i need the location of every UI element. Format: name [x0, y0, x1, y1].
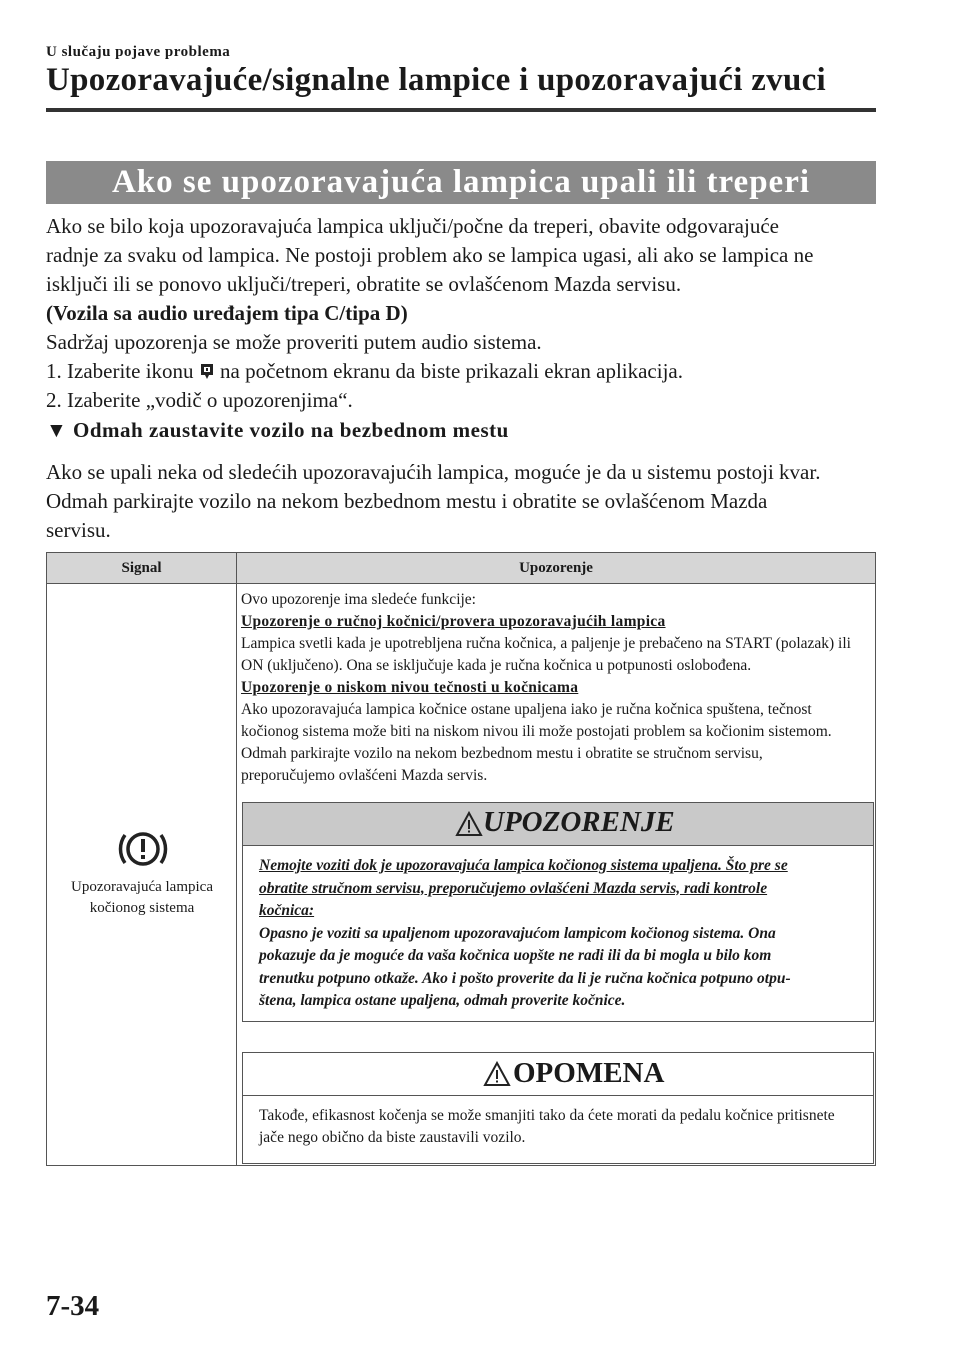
step-1	[46, 357, 683, 386]
signal-caption	[53, 877, 231, 919]
warning-line-4: Opasno je voziti sa upaljenom upozoravajućom lampicom kočionog sistema. Ona	[259, 924, 776, 942]
brake-fluid-line-3: Odmah parkirajte vozilo na nekom bezbednom mestu i obratite se stručnom servisu,	[241, 745, 763, 762]
brake-fluid-line-1: Ako upozoravajuća lampica kočnice ostane upaljena iako je ručna kočnica spuštena, tečnost	[241, 701, 812, 718]
signal-caption-line-1: Upozoravajuća lampica	[70, 879, 213, 895]
column-header-warning: Upozorenje	[519, 560, 593, 576]
topic-banner: Ako se upozoravajuća lampica upali ili treperi	[46, 161, 876, 204]
caution-triangle-icon	[483, 1061, 511, 1087]
parking-brake-heading: Upozorenje o ručnoj kočnici/provera upozoravajućih lampica	[241, 613, 666, 630]
signal-caption-line-2: kočionog sistema	[89, 900, 195, 916]
warning-text	[259, 855, 863, 1013]
section-title: Upozoravajuće/signalne lampice i upozoravajući zvuci	[46, 62, 827, 98]
warning-line-2: obratite stručnom servisu, preporučujemo ovlašćeni Mazda servis, radi kontrole	[259, 879, 768, 897]
header-divider	[46, 108, 876, 112]
chapter-title: U slučaju pojave problema	[46, 44, 231, 60]
warning-box	[242, 802, 874, 1022]
parking-brake-line-2: ON (uključeno). Ona se isključuje kada je ručna kočnica u potpunosti oslobođena.	[241, 657, 752, 674]
step-1-end: na početnom ekranu da biste prikazali ekran aplikacija.	[220, 359, 683, 383]
step-2: 2. Izaberite „vodič o upozorenjima“.	[46, 388, 353, 412]
warning-table	[46, 552, 876, 1166]
subsection-title: Odmah zaustavite vozilo na bezbednom mestu	[73, 418, 509, 442]
intro-line-3: isključi ili se ponovo uključi/treperi, obratite se ovlašćenom Mazda servisu.	[46, 272, 682, 296]
brake-warning-icon	[117, 826, 169, 872]
warning-line-7: štena, lampica ostane upaljena, odmah proverite kočnice.	[259, 992, 626, 1009]
brake-fluid-line-2: kočionog sistema može biti na niskom nivou ili može postojati problem sa kočionim sistemom.	[241, 723, 832, 740]
warning-line-1: Nemojte voziti dok je upozoravajuća lampica kočionog sistema upaljena. Što pre se	[259, 857, 788, 874]
column-divider	[236, 553, 237, 1165]
parking-brake-line-1: Lampica svetli kada je upotrebljena ručna kočnica, a paljenje je prebačeno na START (polazak) ili	[241, 635, 851, 652]
caution-title: OPOMENA	[513, 1057, 665, 1089]
warning-triangle-icon	[455, 811, 483, 837]
warning-description	[241, 589, 871, 787]
caution-line-2: jače nego obično da biste zaustavili vozilo.	[259, 1129, 526, 1146]
subsection-line-2: Odmah parkirajte vozilo na nekom bezbednom mestu i obratite se ovlašćenom Mazda	[46, 489, 768, 513]
caution-text	[259, 1105, 863, 1149]
subsection-line-1: Ako se upali neka od sledećih upozoravajućih lampica, moguće je da u sistemu postoji kvar.	[46, 460, 821, 484]
warning-line-3: kočnica:	[259, 902, 315, 919]
caution-box-header	[243, 1053, 873, 1096]
warning-box-header	[243, 803, 873, 846]
warning-title: UPOZORENJE	[483, 806, 675, 838]
audio-type-note: (Vozila sa audio uređajem tipa C/tipa D)	[46, 301, 408, 325]
apps-icon	[199, 359, 215, 377]
intro-line-2: radnje za svaku od lampica. Ne postoji problem ako se lampica ugasi, ali ako se lampica ne	[46, 243, 814, 267]
functions-intro: Ovo upozorenje ima sledeće funkcije:	[241, 591, 476, 608]
caution-line-1: Takođe, efikasnost kočenja se može smanjiti tako da ćete morati da pedalu kočnice pritisnete	[259, 1107, 835, 1124]
triangle-down-icon: ▼	[46, 418, 68, 442]
subsection-heading	[46, 418, 509, 443]
warning-line-5: pokazuje da je moguće da vaša kočnica uopšte ne radi ili da bi mogla u bilo kom	[259, 947, 772, 964]
brake-fluid-heading: Upozorenje o niskom nivou tečnosti u kočnicama	[241, 679, 579, 696]
brake-fluid-line-4: preporučujemo ovlašćeni Mazda servis.	[241, 767, 488, 784]
subsection-line-3: servisu.	[46, 518, 111, 542]
step-1-start: 1. Izaberite ikonu	[46, 359, 194, 383]
intro-line-1: Ako se bilo koja upozoravajuća lampica uključi/počne da treperi, obavite odgovarajuće	[46, 214, 779, 238]
column-header-signal: Signal	[121, 560, 162, 576]
intro-line-4: Sadržaj upozorenja se može proveriti putem audio sistema.	[46, 330, 542, 354]
page-number: 7-34	[46, 1290, 100, 1322]
table-header	[47, 553, 875, 584]
warning-line-6: trenutku potpuno otkaže. Ako i pošto proverite da li je ručna kočnica potpuno otpu-	[259, 969, 791, 987]
caution-box	[242, 1052, 874, 1164]
